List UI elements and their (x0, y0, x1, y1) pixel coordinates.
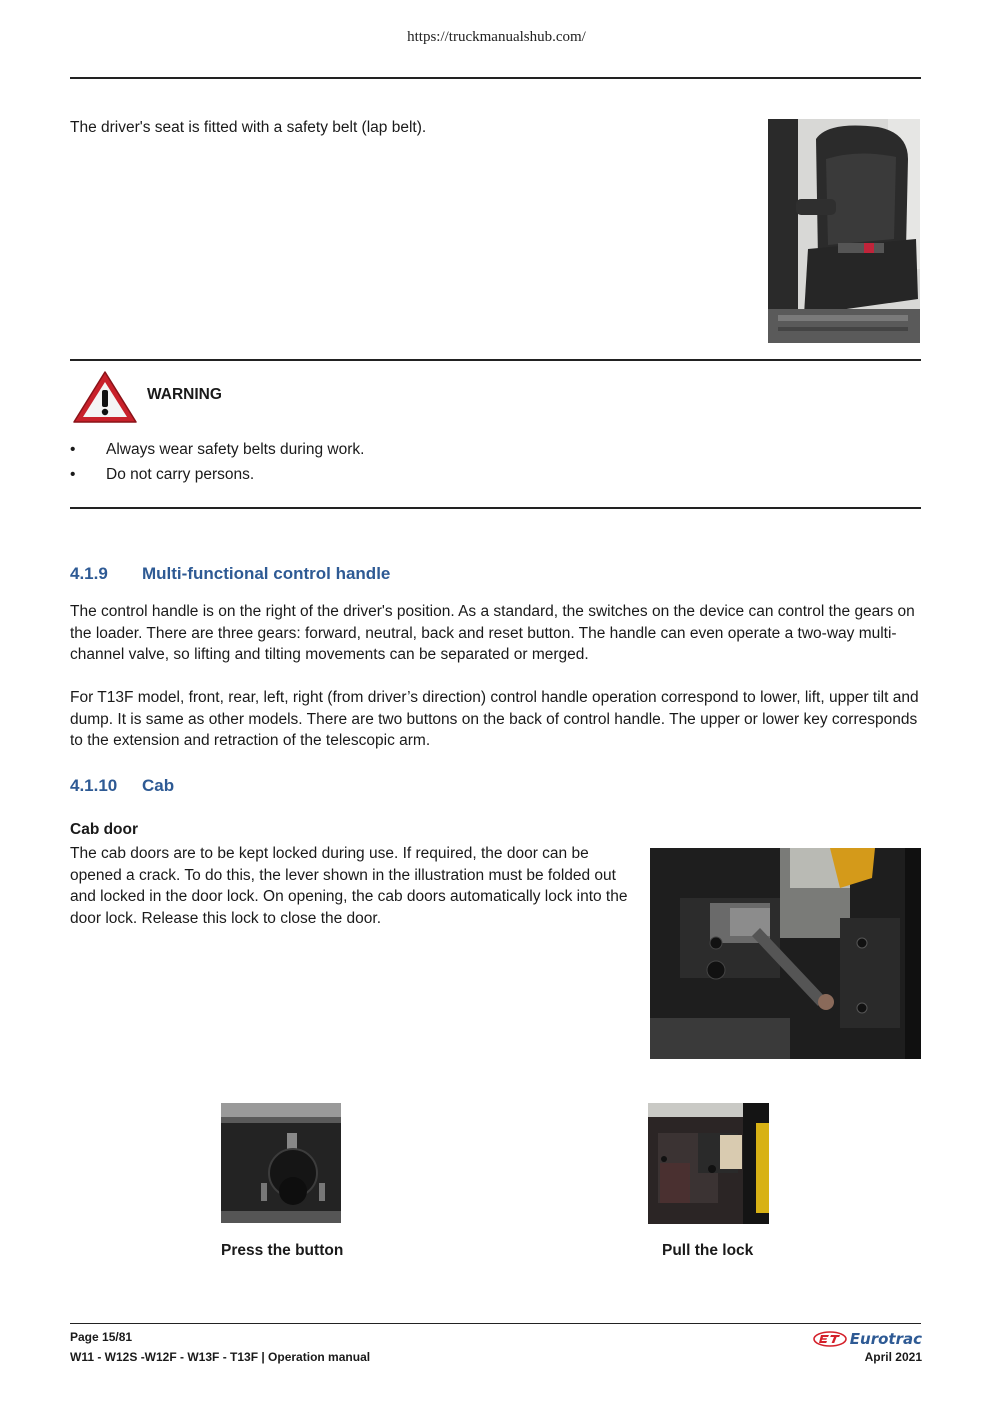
warning-item-text: Always wear safety belts during work. (106, 441, 365, 458)
section-title: Multi-functional control handle (142, 564, 391, 583)
warning-top-rule (70, 359, 921, 361)
section-heading-4-1-10 (70, 776, 174, 796)
warning-item-text: Do not carry persons. (106, 466, 255, 483)
seat-belt-text: The driver's seat is fitted with a safety belt (lap belt). (70, 119, 427, 136)
seat-photo (768, 119, 920, 343)
cab-door-photo (650, 848, 921, 1059)
publication-date: April 2021 (864, 1350, 922, 1364)
warning-list (70, 437, 364, 487)
caption-pull-lock: Pull the lock (662, 1242, 754, 1259)
section-heading-4-1-9 (70, 564, 390, 584)
manual-title: W11 - W12S -W12F - W13F - T13F | Operation manual (70, 1350, 371, 1364)
source-url: https://truckmanualshub.com/ (407, 29, 586, 45)
brand-name: Eurotrac (849, 1330, 922, 1348)
warning-title: WARNING (147, 386, 222, 403)
page-number: Page 15/81 (70, 1330, 133, 1344)
control-handle-paragraph-2: For T13F model, front, rear, left, right (from driver’s direction) control handle operation correspond to lower, lift, upper tilt and dump. It is same as other models. There are two buttons on the back of control handle. The upper or lower key corresponds to the extension and retraction of the telescopic arm. (70, 689, 919, 749)
list-item: • Always wear safety belts during work. (70, 437, 364, 462)
section-number: 4.1.10 (70, 776, 118, 795)
warning-bottom-rule (70, 507, 921, 509)
button-photo (221, 1103, 341, 1223)
header-rule (70, 77, 921, 79)
caption-press-button: Press the button (221, 1242, 344, 1259)
eurotrac-logo-mark-icon (813, 1331, 847, 1347)
cab-door-paragraph: The cab doors are to be kept locked during use. If required, the door can be opened a crack. To do this, the lever shown in the illustration must be folded out and locked in the door lock. On opening, the cab doors automatically lock into the door lock. Release this lock to close the door. (70, 845, 628, 927)
control-handle-paragraph-1: The control handle is on the right of the driver's position. As a standard, the switches on the device can control the gears on the loader. There are three gears: forward, neutral, back and reset button. The handle can even operate a two-way multi-channel valve, so lifting and tilting movements can be separated or merged. (70, 603, 915, 663)
list-item: • Do not carry persons. (70, 462, 364, 487)
section-number: 4.1.9 (70, 564, 108, 583)
section-title: Cab (142, 776, 175, 795)
lock-photo (648, 1103, 769, 1224)
cab-door-subheading: Cab door (70, 821, 139, 838)
warning-triangle-icon (72, 369, 138, 425)
footer-rule (70, 1323, 921, 1324)
eurotrac-logo (776, 1330, 922, 1348)
